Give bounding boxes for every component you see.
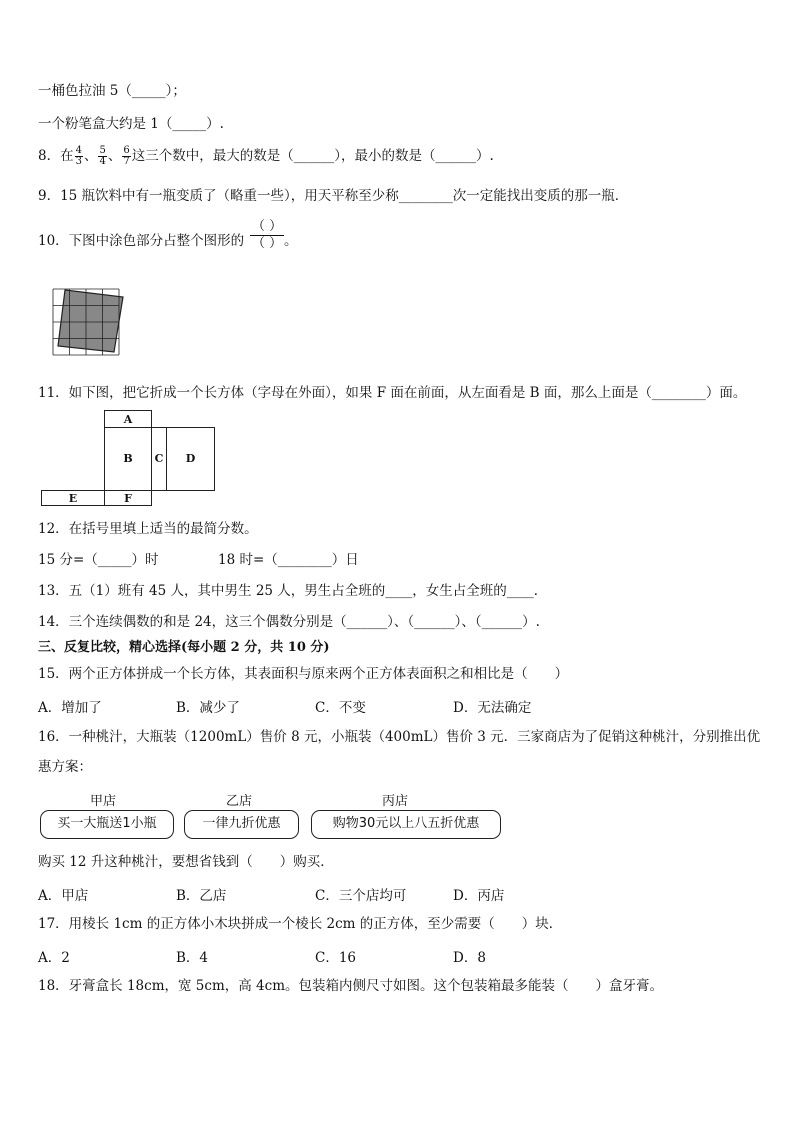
q10-fraction <box>250 219 284 252</box>
grid-figure <box>52 288 128 360</box>
q8-prefix: 8．在 <box>38 148 74 164</box>
question-13: 13．五（1）班有 45 人，其中男生 25 人，男生占全班的____，女生占全班的____． <box>38 583 548 599</box>
shop-bing-name: 丙店 <box>382 794 409 809</box>
question-16: 16．一种桃汁，大瓶装（1200mL）售价 8 元，小瓶装（400mL）售价 3 元．三家商店为了促销这种桃汁，分别推出优 <box>38 729 761 745</box>
q17-option-a[interactable]: A．2 <box>38 950 70 966</box>
net-face-a: A <box>104 410 152 428</box>
shop-jia-name: 甲店 <box>90 794 117 809</box>
q16-option-c[interactable]: C．三个店均可 <box>315 888 407 904</box>
frac-den: 7 <box>123 156 130 167</box>
question-15: 15．两个正方体拼成一个长方体，其表面积与原来两个正方体表面积之和相比是（ ） <box>38 666 569 682</box>
question-16-ask: 购买 12 升这种桃汁，要想省钱到（ ）购买． <box>38 854 334 870</box>
q12-part-b: 18 时=（________）日 <box>218 552 359 568</box>
q16-option-a[interactable]: A．甲店 <box>38 888 89 904</box>
frac-num: 4 <box>75 145 82 156</box>
question-18: 18．牙膏盒长 18cm，宽 5cm，高 4cm。包装箱内侧尺寸如图。这个包装箱最多能装（ ）盒牙膏。 <box>38 978 663 994</box>
q10-num: （ ） <box>252 219 283 234</box>
question-10: 10．下图中涂色部分占整个图形的 <box>38 233 245 249</box>
q15-option-d[interactable]: D．无法确定 <box>453 700 532 716</box>
shaded-square <box>58 290 123 352</box>
net-face-f: F <box>104 490 152 506</box>
question-16-cont: 惠方案： <box>38 759 92 775</box>
q15-option-b[interactable]: B．减少了 <box>176 700 240 716</box>
q8-text: 这三个数中，最大的数是（______），最小的数是（______）. <box>131 148 494 164</box>
question-14: 14．三个连续偶数的和是 24，这三个偶数分别是（______）、（______）、（______）. <box>38 614 540 630</box>
q15-option-c[interactable]: C．不变 <box>315 700 366 716</box>
net-face-c: C <box>151 427 167 491</box>
fraction-5-4 <box>98 146 106 167</box>
frac-den: 4 <box>99 156 106 167</box>
q17-option-c[interactable]: C．16 <box>315 950 357 966</box>
q17-option-d[interactable]: D．8 <box>453 950 486 966</box>
shop-jia-offer: 买一大瓶送1小瓶 <box>40 810 174 839</box>
q16-option-b[interactable]: B．乙店 <box>176 888 227 904</box>
shop-bing-offer: 购物30元以上八五折优惠 <box>311 810 501 839</box>
frac-num: 6 <box>123 145 130 156</box>
q10-den: （ ） <box>252 236 283 251</box>
fraction-4-3 <box>75 146 83 167</box>
frac-den: 3 <box>75 156 82 167</box>
shop-yi-offer: 一律九折优惠 <box>184 810 299 839</box>
section-3-heading: 三、反复比较，精心选择(每小题 2 分，共 10 分) <box>38 640 330 655</box>
q10-end: 。 <box>284 233 298 249</box>
q15-option-a[interactable]: A．增加了 <box>38 700 102 716</box>
question-12: 12．在括号里填上适当的最简分数。 <box>38 521 258 537</box>
q8-sep: 、 <box>107 148 122 164</box>
q8-sep: 、 <box>83 148 98 164</box>
q12-part-a: 15 分=（_____）时 <box>38 552 159 568</box>
question-9: 9．15 瓶饮料中有一瓶变质了（略重一些），用天平称至少称________次一定能找出变质的那一瓶． <box>38 188 629 204</box>
q17-option-b[interactable]: B．4 <box>176 950 209 966</box>
line-oil: 一桶色拉油 5（_____）； <box>38 83 186 99</box>
question-8 <box>38 146 494 167</box>
question-11: 11．如下图，把它折成一个长方体（字母在外面），如果 F 面在前面，从左面看是 B 面，那么上面是（________）面。 <box>38 385 747 401</box>
fraction-6-7 <box>122 146 130 167</box>
line-chalkbox: 一个粉笔盒大约是 1（_____）. <box>38 116 224 132</box>
frac-num: 5 <box>99 145 106 156</box>
net-face-b: B <box>104 427 152 491</box>
net-face-d: D <box>166 427 215 491</box>
q16-option-d[interactable]: D．丙店 <box>453 888 505 904</box>
net-face-e: E <box>41 490 105 506</box>
shop-yi-name: 乙店 <box>226 794 253 809</box>
question-17: 17．用棱长 1cm 的正方体小木块拼成一个棱长 2cm 的正方体，至少需要（ ）块． <box>38 916 563 932</box>
